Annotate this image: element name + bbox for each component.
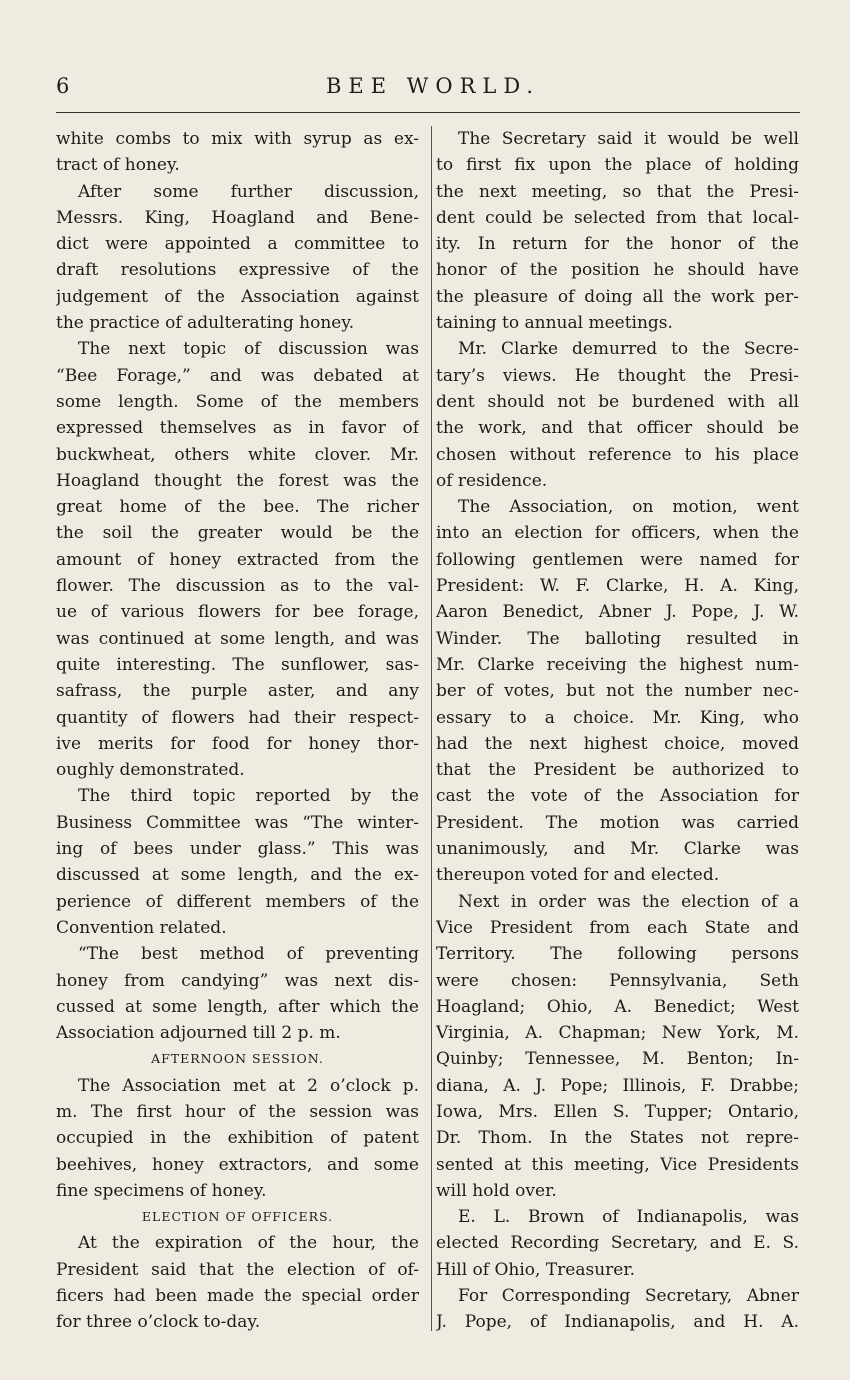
text-line: Vice President from each State and: [436, 917, 799, 938]
text-line: beehives, honey extractors, and some: [56, 1154, 419, 1175]
text-line: quite interesting. The sunflower, sas-: [56, 654, 419, 675]
page-number: 6: [56, 74, 70, 98]
text-line: the soil the greater would be the: [56, 523, 419, 544]
text-line: thereupon voted for and elected.: [436, 865, 720, 886]
text-line: following gentlemen were named for: [436, 549, 799, 570]
text-line: Next in order was the election of a: [458, 891, 799, 912]
text-line: of residence.: [436, 470, 548, 491]
text-line: The third topic reported by the: [78, 786, 419, 807]
text-line: chosen without reference to his place: [436, 444, 799, 465]
text-line: President: W. F. Clarke, H. A. King,: [436, 576, 799, 597]
text-line: dent could be selected from that local-: [436, 207, 799, 228]
text-line: Virginia, A. Chapman; New York, M.: [436, 1023, 799, 1044]
text-line: Association adjourned till 2 p. m.: [56, 1023, 341, 1044]
text-line: for three o’clock to-day.: [56, 1312, 261, 1333]
text-line: ficers had been made the special order: [56, 1286, 419, 1307]
text-line: The Association, on motion, went: [458, 497, 799, 518]
text-line: Hill of Ohio, Treasurer.: [436, 1259, 636, 1280]
text-line: the pleasure of doing all the work per-: [436, 286, 799, 307]
text-line: ing of bees under glass.” This was: [56, 839, 419, 860]
column-divider: [431, 126, 432, 1331]
text-line: was continued at some length, and was: [56, 628, 419, 649]
text-line: buckwheat, others white clover. Mr.: [56, 444, 419, 465]
text-line: ity. In return for the honor of the: [436, 234, 799, 255]
text-line: great home of the bee. The richer: [56, 497, 419, 518]
text-line: discussed at some length, and the ex-: [56, 865, 419, 886]
running-head: [56, 74, 800, 104]
text-line: judgement of the Association against: [56, 286, 419, 307]
text-line: Dr. Thom. In the States not repre-: [436, 1128, 799, 1149]
text-line: essary to a choice. Mr. King, who: [436, 707, 799, 728]
text-line: Messrs. King, Hoagland and Bene-: [56, 207, 419, 228]
text-line: E. L. Brown of Indianapolis, was: [458, 1207, 799, 1228]
text-line: “Bee Forage,” and was debated at: [56, 365, 419, 386]
text-line: flower. The discussion as to the val-: [56, 576, 419, 597]
text-line: dict were appointed a committee to: [56, 234, 419, 255]
text-line: The Association met at 2 o’clock p.: [78, 1075, 419, 1096]
left-column: [56, 126, 419, 1336]
text-line: J. Pope, of Indianapolis, and H. A.: [436, 1312, 799, 1333]
text-line: Aaron Benedict, Abner J. Pope, J. W.: [436, 602, 799, 623]
text-line: Iowa, Mrs. Ellen S. Tupper; Ontario,: [436, 1101, 799, 1122]
text-line: ive merits for food for honey thor-: [56, 733, 419, 754]
text-line: unanimously, and Mr. Clarke was: [436, 839, 799, 860]
text-line: had the next highest choice, moved: [436, 733, 799, 754]
text-line: perience of different members of the: [56, 891, 419, 912]
text-line: Quinby; Tennessee, M. Benton; In-: [436, 1049, 799, 1070]
text-line: At the expiration of the hour, the: [78, 1233, 419, 1254]
text-line: safrass, the purple aster, and any: [56, 681, 419, 702]
text-line: ber of votes, but not the number nec-: [436, 681, 799, 702]
text-line: For Corresponding Secretary, Abner: [458, 1286, 799, 1307]
header-rule: [56, 112, 800, 113]
text-line: sented at this meeting, Vice Presidents: [436, 1154, 799, 1175]
text-line: were chosen: Pennsylvania, Seth: [436, 970, 799, 991]
section-heading: AFTERNOON SESSION.: [151, 1051, 324, 1067]
text-line: m. The first hour of the session was: [56, 1101, 419, 1122]
text-line: cast the vote of the Association for: [436, 786, 799, 807]
text-line: Hoagland; Ohio, A. Benedict; West: [436, 996, 799, 1017]
section-heading: ELECTION OF OFFICERS.: [141, 1209, 334, 1225]
text-line: some length. Some of the members: [56, 391, 419, 412]
text-line: quantity of flowers had their respect-: [56, 707, 419, 728]
text-line: the work, and that officer should be: [436, 418, 799, 439]
journal-title: BEE WORLD.: [326, 74, 541, 98]
text-line: amount of honey extracted from the: [56, 549, 419, 570]
text-line: to first fix upon the place of holding: [436, 155, 799, 176]
text-line: draft resolutions expressive of the: [56, 260, 419, 281]
text-line: dent should not be burdened with all: [436, 391, 799, 412]
text-line: oughly demonstrated.: [56, 760, 245, 781]
text-line: expressed themselves as in favor of: [56, 418, 419, 439]
text-line: fine specimens of honey.: [56, 1180, 267, 1201]
text-line: Mr. Clarke receiving the highest num-: [436, 654, 799, 675]
text-line: occupied in the exhibition of patent: [56, 1128, 419, 1149]
text-line: the practice of adulterating honey.: [56, 313, 355, 334]
text-line: The Secretary said it would be well: [458, 129, 799, 149]
text-line: diana, A. J. Pope; Illinois, F. Drabbe;: [436, 1075, 799, 1096]
text-line: that the President be authorized to: [436, 760, 799, 781]
text-line: cussed at some length, after which the: [56, 996, 419, 1017]
text-line: After some further discussion,: [78, 181, 419, 202]
text-line: Convention related.: [56, 917, 227, 938]
text-line: Business Committee was “The winter-: [56, 812, 419, 833]
text-line: elected Recording Secretary, and E. S.: [436, 1233, 799, 1254]
text-line: President said that the election of of-: [56, 1259, 419, 1280]
text-line: taining to annual meetings.: [436, 313, 673, 334]
text-line: honey from candying” was next dis-: [56, 970, 419, 991]
right-column: [436, 126, 799, 1336]
text-line: Territory. The following persons: [436, 944, 799, 965]
text-line: white combs to mix with syrup as ex-: [56, 129, 419, 149]
text-line: Winder. The balloting resulted in: [436, 628, 799, 649]
text-line: President. The motion was carried: [436, 812, 799, 833]
text-line: Hoagland thought the forest was the: [56, 470, 419, 491]
text-line: “The best method of preventing: [78, 944, 419, 965]
text-line: The next topic of discussion was: [78, 339, 419, 360]
text-line: honor of the position he should have: [436, 260, 799, 281]
text-line: into an election for officers, when the: [436, 523, 799, 544]
text-line: Mr. Clarke demurred to the Secre-: [458, 339, 799, 360]
text-line: ue of various flowers for bee forage,: [56, 602, 419, 623]
text-line: tract of honey.: [56, 155, 180, 176]
text-line: tary’s views. He thought the Presi-: [436, 365, 799, 386]
text-line: will hold over.: [436, 1180, 557, 1201]
text-line: the next meeting, so that the Presi-: [436, 181, 799, 202]
